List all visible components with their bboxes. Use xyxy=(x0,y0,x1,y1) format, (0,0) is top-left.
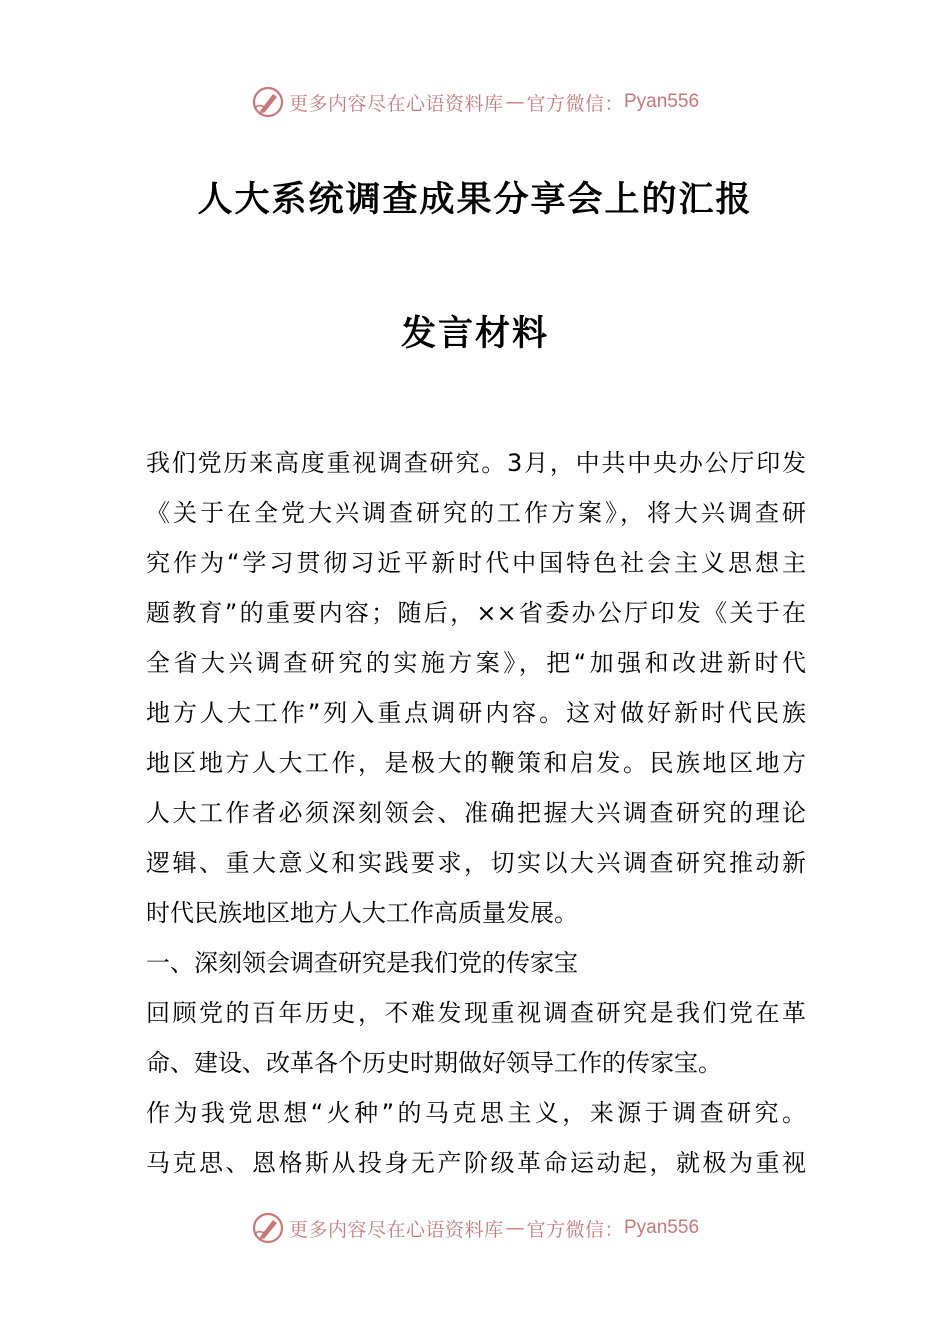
watermark-id: Pyan556 xyxy=(624,1217,700,1238)
body-line: 马克思、恩格斯从投身无产阶级革命运动起，就极为重视 xyxy=(146,1149,806,1177)
watermark-official: 官方微信： xyxy=(526,1218,624,1241)
watermark-text: 更多内容尽在心语资料库 xyxy=(288,92,504,115)
pen-logo-icon xyxy=(251,85,285,119)
body-line: 时代民族地区地方人大工作高质量发展。 xyxy=(146,899,578,927)
watermark-id: Pyan556 xyxy=(624,91,700,112)
watermark-dash: — xyxy=(505,91,525,113)
body-line: 地区地方人大工作，是极大的鞭策和启发。民族地区地方 xyxy=(146,749,806,777)
body-line: 作为我党思想“火种”的马克思主义，来源于调查研究。 xyxy=(146,1099,806,1127)
body-line: 逻辑、重大意义和实践要求，切实以大兴调查研究推动新 xyxy=(146,849,806,877)
document-body xyxy=(146,438,806,1188)
watermark-dash: — xyxy=(505,1217,525,1239)
body-line: 究作为“学习贯彻习近平新时代中国特色社会主义思想主 xyxy=(146,549,806,577)
body-line: 命、建设、改革各个历史时期做好领导工作的传家宝。 xyxy=(146,1049,722,1077)
body-line: 我们党历来高度重视调查研究。3月，中共中央办公厅印发 xyxy=(146,449,806,477)
body-line: 题教育”的重要内容；随后，××省委办公厅印发《关于在 xyxy=(146,599,806,627)
body-line: 回顾党的百年历史，不难发现重视调查研究是我们党在革 xyxy=(146,999,806,1027)
watermark-official: 官方微信： xyxy=(526,92,624,115)
section-heading: 一、深刻领会调查研究是我们党的传家宝 xyxy=(146,949,578,977)
body-line: 地方人大工作”列入重点调研内容。这对做好新时代民族 xyxy=(146,699,806,727)
body-line: 全省大兴调查研究的实施方案》，把“加强和改进新时代 xyxy=(146,649,806,677)
watermark-header xyxy=(0,82,950,122)
watermark-footer xyxy=(0,1208,950,1248)
document-title-line2: 发言材料 xyxy=(400,313,549,354)
body-line: 人大工作者必须深刻领会、准确把握大兴调查研究的理论 xyxy=(146,799,806,827)
watermark-text: 更多内容尽在心语资料库 xyxy=(288,1218,504,1241)
body-line: 《关于在全党大兴调查研究的工作方案》，将大兴调查研 xyxy=(146,499,806,527)
document-title-line1: 人大系统调查成果分享会上的汇报 xyxy=(197,179,753,220)
pen-logo-icon xyxy=(251,1211,285,1245)
